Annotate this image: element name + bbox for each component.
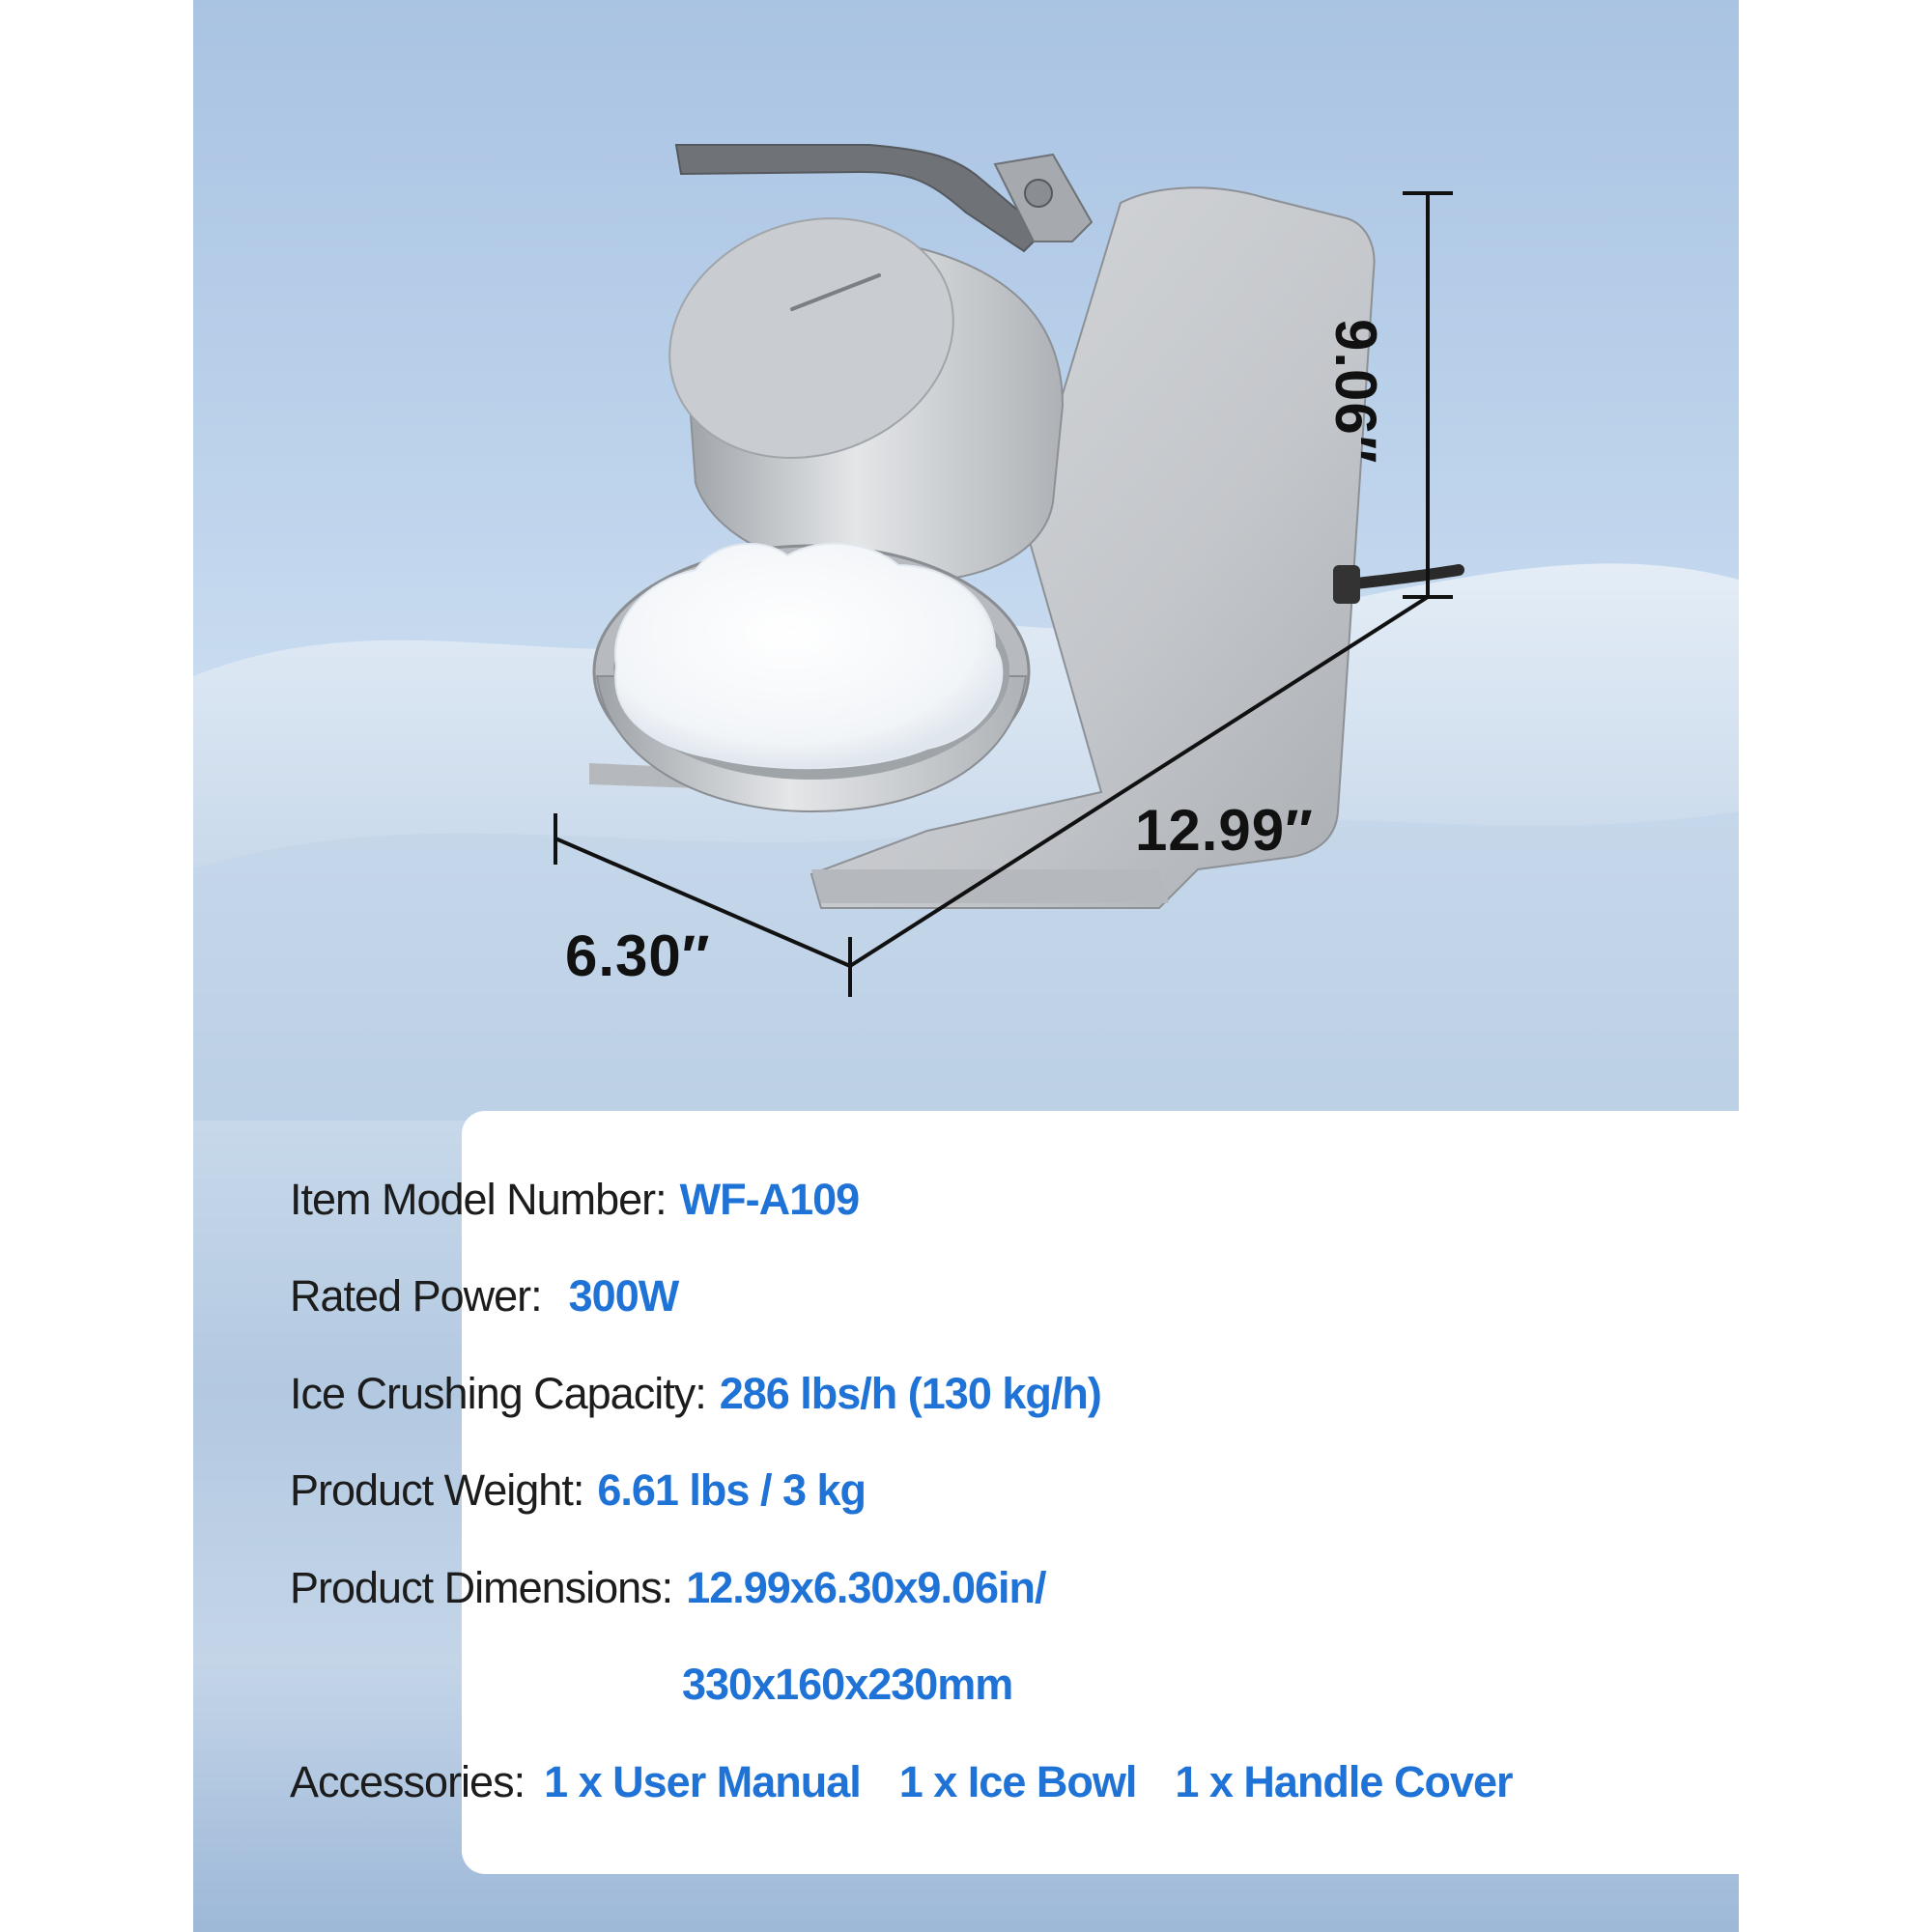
model-value: WF-A109 [679, 1175, 860, 1224]
spec-row-accessories [290, 1748, 1642, 1816]
spec-row-dimensions-mm [682, 1651, 1932, 1719]
spec-row-model [290, 1166, 1642, 1234]
accessories-label: Accessories: [290, 1757, 526, 1806]
spec-row-dimensions [290, 1554, 1642, 1622]
depth-dimension-label: 12.99″ [1135, 798, 1314, 863]
power-value: 300W [568, 1271, 679, 1321]
height-dimension-label: 9.06″ [1323, 319, 1388, 465]
power-label: Rated Power: [290, 1271, 542, 1321]
accessory-item: 1 x Handle Cover [1175, 1757, 1513, 1806]
weight-label: Product Weight: [290, 1465, 584, 1515]
accessory-item: 1 x Ice Bowl [898, 1757, 1137, 1806]
shaved-ice [615, 544, 1002, 769]
product-banner [193, 0, 1739, 1932]
dimensions-label: Product Dimensions: [290, 1563, 673, 1612]
capacity-value: 286 lbs/h (130 kg/h) [719, 1369, 1101, 1418]
accessory-item: 1 x User Manual [544, 1757, 861, 1806]
spec-row-power [290, 1263, 1642, 1330]
dimensions-value-in: 12.99x6.30x9.06in/ [686, 1563, 1046, 1612]
spec-row-weight [290, 1457, 1642, 1524]
model-label: Item Model Number: [290, 1175, 667, 1224]
dimensions-value-mm: 330x160x230mm [682, 1660, 1013, 1709]
weight-value: 6.61 lbs / 3 kg [597, 1465, 866, 1515]
capacity-label: Ice Crushing Capacity: [290, 1369, 706, 1418]
product-scene [193, 0, 1739, 1121]
width-dimension-label: 6.30″ [565, 923, 711, 988]
spec-row-capacity [290, 1360, 1642, 1428]
